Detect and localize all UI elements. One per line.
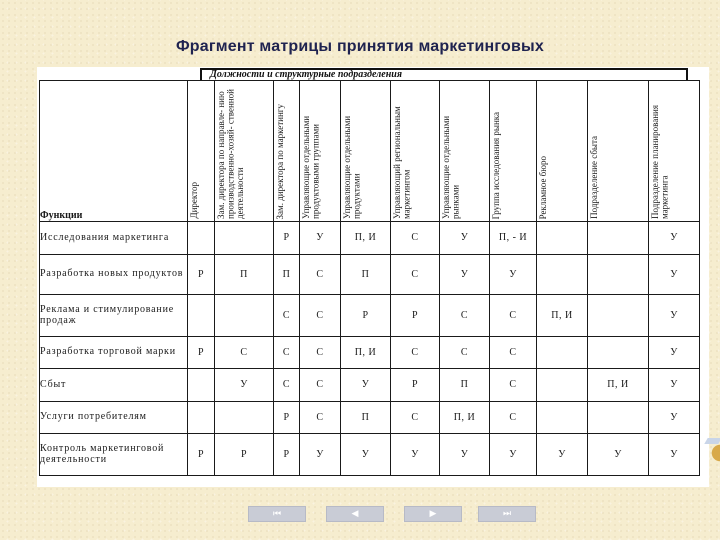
role-cell (588, 295, 649, 337)
column-header: Рекламное бюро (537, 81, 588, 222)
matrix-row (40, 402, 700, 434)
role-cell: С (391, 255, 440, 295)
role-cell: П, И (537, 295, 588, 337)
column-header: Управляющий региональным маркетингом (391, 81, 440, 222)
role-cell: С (300, 295, 341, 337)
role-cell: С (391, 222, 440, 255)
function-label: Услуги потребителям (40, 402, 188, 434)
role-cell: С (215, 337, 274, 369)
role-cell: У (649, 337, 700, 369)
column-header: Управляющие отдельными продуктовыми группами (300, 81, 341, 222)
role-cell (588, 255, 649, 295)
role-cell (188, 222, 215, 255)
role-cell: Р (188, 337, 215, 369)
column-header: Управляющие отдельными рынками (440, 81, 490, 222)
nav-first-button[interactable]: ⏮ (248, 506, 306, 522)
role-cell: У (341, 434, 391, 476)
matrix-scan (37, 67, 709, 487)
role-cell: У (490, 434, 537, 476)
functions-header: Функции (40, 81, 188, 222)
role-cell: П (215, 255, 274, 295)
role-cell (537, 337, 588, 369)
column-header: Подразделение планирования маркетинга (649, 81, 700, 222)
column-header-row (40, 81, 700, 222)
role-cell: Р (391, 369, 440, 402)
role-cell: У (490, 255, 537, 295)
column-header: Управляющие отдельными продуктами (341, 81, 391, 222)
role-cell (537, 369, 588, 402)
role-cell: С (274, 295, 300, 337)
role-cell: Р (274, 222, 300, 255)
role-cell: П (440, 369, 490, 402)
role-cell: Р (215, 434, 274, 476)
slide-title: Фрагмент матрицы принятия маркетинговых (175, 38, 545, 55)
matrix-row (40, 255, 700, 295)
nav-next-button[interactable]: ▶ (404, 506, 462, 522)
role-cell: П (341, 402, 391, 434)
role-cell: П, И (341, 337, 391, 369)
role-cell: С (490, 295, 537, 337)
role-cell: У (440, 255, 490, 295)
role-cell: С (391, 402, 440, 434)
nav-last-button[interactable]: ⏭ (478, 506, 536, 522)
role-cell (188, 369, 215, 402)
role-cell (537, 255, 588, 295)
role-cell: С (490, 337, 537, 369)
role-cell: У (649, 255, 700, 295)
role-cell (188, 295, 215, 337)
matrix-row (40, 337, 700, 369)
role-cell: У (440, 434, 490, 476)
role-cell: Р (341, 295, 391, 337)
column-header: Зам. директора по маркетингу (274, 81, 300, 222)
role-cell: П, И (440, 402, 490, 434)
column-header: Директор (188, 81, 215, 222)
role-cell: С (274, 337, 300, 369)
matrix-row (40, 434, 700, 476)
corner-decoration (704, 438, 720, 468)
role-cell: У (440, 222, 490, 255)
function-label: Сбыт (40, 369, 188, 402)
role-cell: Р (391, 295, 440, 337)
role-cell: С (300, 337, 341, 369)
role-cell: У (649, 222, 700, 255)
role-cell: П, И (341, 222, 391, 255)
role-cell: С (391, 337, 440, 369)
role-cell: П, И (588, 369, 649, 402)
role-cell: У (649, 434, 700, 476)
role-cell: У (649, 295, 700, 337)
nav-prev-button[interactable]: ◀ (326, 506, 384, 522)
positions-header: Должности и структурные подразделения (200, 68, 688, 80)
role-cell: П (274, 255, 300, 295)
role-cell: У (300, 222, 341, 255)
role-cell: С (490, 369, 537, 402)
role-cell: С (490, 402, 537, 434)
column-header: Зам. директора по направле- нию производственно-хозяй- ственной деятельности (215, 81, 274, 222)
role-cell: Р (188, 255, 215, 295)
column-header: Группа исследования рынка (490, 81, 537, 222)
role-cell: У (649, 369, 700, 402)
role-cell: У (537, 434, 588, 476)
function-label: Исследования маркетинга (40, 222, 188, 255)
role-cell: С (274, 369, 300, 402)
matrix-row (40, 369, 700, 402)
role-cell: С (440, 337, 490, 369)
function-label: Контроль маркетинговой деятельности (40, 434, 188, 476)
matrix-row (40, 295, 700, 337)
role-cell: У (215, 369, 274, 402)
role-cell (537, 402, 588, 434)
column-header: Подразделение сбыта (588, 81, 649, 222)
role-cell: У (300, 434, 341, 476)
matrix-row (40, 222, 700, 255)
function-label: Разработка торговой марки (40, 337, 188, 369)
role-cell: С (440, 295, 490, 337)
role-cell (588, 222, 649, 255)
role-cell (215, 402, 274, 434)
decision-matrix-table (39, 80, 700, 476)
role-cell: Р (274, 402, 300, 434)
function-label: Разработка новых продуктов (40, 255, 188, 295)
role-cell: С (300, 369, 341, 402)
role-cell (537, 222, 588, 255)
role-cell (588, 337, 649, 369)
role-cell (588, 402, 649, 434)
function-label: Реклама и стимулирование продаж (40, 295, 188, 337)
role-cell: У (391, 434, 440, 476)
role-cell: Р (274, 434, 300, 476)
role-cell: У (341, 369, 391, 402)
role-cell (215, 295, 274, 337)
role-cell: С (300, 402, 341, 434)
role-cell (188, 402, 215, 434)
role-cell (215, 222, 274, 255)
role-cell: У (588, 434, 649, 476)
role-cell: У (649, 402, 700, 434)
role-cell: Р (188, 434, 215, 476)
role-cell: П (341, 255, 391, 295)
role-cell: С (300, 255, 341, 295)
role-cell: П, - И (490, 222, 537, 255)
